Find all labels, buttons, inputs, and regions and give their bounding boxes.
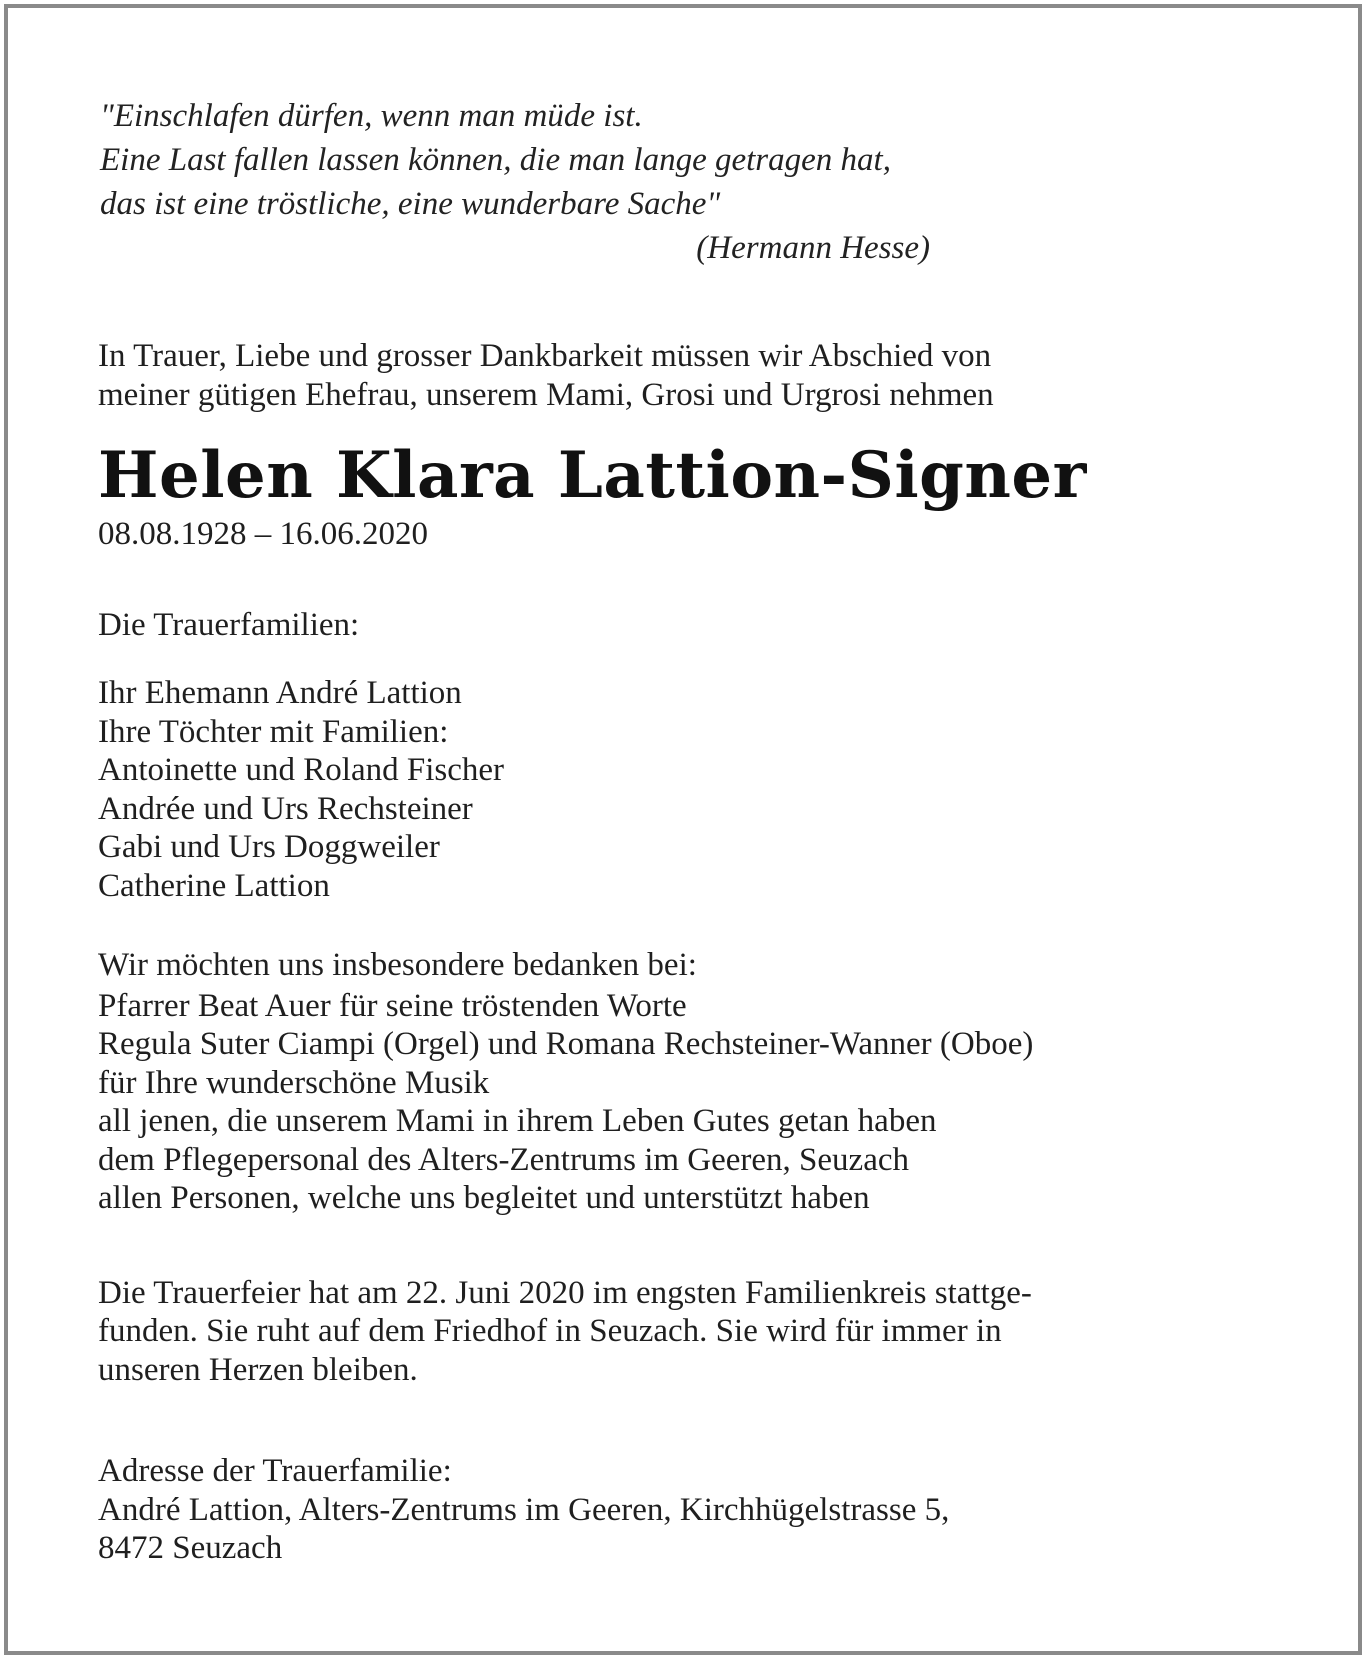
family-member: Gabi und Urs Doggweiler (98, 829, 440, 865)
thanks-line: all jenen, die unserem Mami in ihrem Leben Gutes getan haben (98, 1103, 937, 1139)
thanks-line: Pfarrer Beat Auer für seine tröstenden Worte (98, 987, 687, 1024)
address-line: 8472 Seuzach (98, 1530, 283, 1566)
obituary-frame (4, 4, 1362, 1655)
quote-line: "Einschlafen dürfen, wenn man müde ist. (100, 98, 643, 134)
address-title: Adresse der Trauerfamilie: (98, 1453, 452, 1489)
thanks-line: dem Pflegepersonal des Alters-Zentrums im Geeren, Seuzach (98, 1141, 909, 1178)
ceremony-line: Die Trauerfeier hat am 22. Juni 2020 im engsten Familienkreis stattge- (98, 1274, 1032, 1311)
thanks-list (98, 987, 1328, 1218)
quote-line: Eine Last fallen lassen können, die man lange getragen hat, (100, 142, 891, 178)
ceremony-line: funden. Sie ruht auf dem Friedhof in Seuzach. Sie wird für immer in (98, 1313, 1002, 1349)
life-dates: 08.08.1928 – 16.06.2020 (98, 516, 428, 552)
family-member: Catherine Lattion (98, 867, 330, 904)
quote-author: (Hermann Hesse) (696, 230, 930, 266)
ceremony-text (98, 1274, 1328, 1390)
quote-line: das ist eine tröstliche, eine wunderbare Sache" (100, 186, 721, 222)
hesse-quote (100, 94, 930, 270)
family-member: Ihr Ehemann André Lattion (98, 675, 462, 711)
thanks-title: Wir möchten uns insbesondere bedanken bei: (98, 947, 697, 983)
family-member: Antoinette und Roland Fischer (98, 752, 505, 788)
thanks-line: Regula Suter Ciampi (Orgel) und Romana Rechsteiner-Wanner (Oboe) (98, 1026, 1034, 1062)
obituary-content (98, 94, 1328, 1568)
family-member: Andrée und Urs Rechsteiner (98, 790, 473, 827)
family-member: Ihre Töchter mit Familien: (98, 713, 449, 750)
thanks-line: für Ihre wunderschöne Musik (98, 1064, 490, 1101)
thanks-line: allen Personen, welche uns begleitet und unterstützt haben (98, 1180, 870, 1216)
intro-text (98, 337, 1328, 414)
family-list (98, 674, 1328, 905)
address-line: André Lattion, Alters-Zentrums im Geeren, Kirchhügelstrasse 5, (98, 1491, 950, 1528)
families-title: Die Trauerfamilien: (98, 606, 360, 643)
deceased-name: Helen Klara Lattion-Signer (98, 438, 1087, 513)
ceremony-line: unseren Herzen bleiben. (98, 1351, 418, 1388)
address-block (98, 1452, 1328, 1568)
intro-line: meiner gütigen Ehefrau, unserem Mami, Grosi und Urgrosi nehmen (98, 376, 994, 413)
intro-line: In Trauer, Liebe und grosser Dankbarkeit müssen wir Abschied von (98, 338, 992, 374)
